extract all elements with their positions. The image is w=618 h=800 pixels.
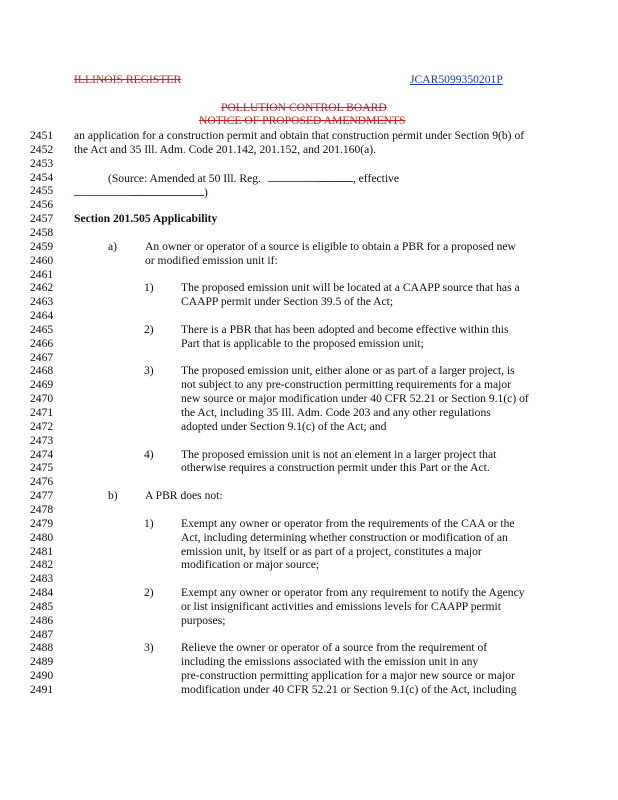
line-number: 2478 <box>30 502 54 516</box>
board-title: POLLUTION CONTROL BOARD <box>221 101 387 114</box>
source-note-close: ) <box>204 186 208 199</box>
line-number: 2482 <box>30 558 54 572</box>
line-number: 2486 <box>30 613 54 627</box>
line-text: The proposed emission unit is not an element in a larger project that <box>181 447 497 461</box>
line-number: 2488 <box>30 641 54 655</box>
line-number: 2480 <box>30 530 54 544</box>
source-date-blank-red <box>74 185 132 196</box>
line-number: 2477 <box>30 489 54 503</box>
line-number: 2485 <box>30 599 54 613</box>
line-text: otherwise requires a construction permit under this Part or the Act. <box>181 461 490 475</box>
list-marker: 4) <box>144 447 154 461</box>
line-text: Exempt any owner or operator from any requirement to notify the Agency <box>181 586 525 600</box>
line-number: 2470 <box>30 392 54 406</box>
list-marker: a) <box>108 239 118 253</box>
line-number: 2483 <box>30 572 54 586</box>
line-number: 2491 <box>30 683 54 696</box>
line-text: an application for a construction permit and obtain that construction permit under Section 9(b) of <box>74 129 525 142</box>
list-marker: 2) <box>144 322 154 336</box>
line-number: 2490 <box>30 669 54 683</box>
line-number: 2479 <box>30 516 54 530</box>
line-number: 2451 <box>30 129 54 142</box>
notice-title: NOTICE OF PROPOSED AMENDMENTS <box>199 114 406 127</box>
line-number: 2453 <box>30 156 54 170</box>
line-text: There is a PBR that has been adopted and become effective within this <box>181 322 509 336</box>
source-blank-blue <box>318 171 353 182</box>
line-number: 2456 <box>30 198 54 212</box>
line-number: 2462 <box>30 281 54 295</box>
line-number: 2465 <box>30 322 54 336</box>
line-number: 2484 <box>30 586 54 600</box>
list-marker: 2) <box>144 586 154 600</box>
section-heading: Section 201.505 Applicability <box>74 212 218 226</box>
list-marker: 1) <box>144 516 154 530</box>
line-text: including the emissions associated with the emission unit in any <box>181 655 479 669</box>
line-number: 2489 <box>30 655 54 669</box>
line-text: modification or major source; <box>181 558 320 572</box>
line-text: the Act and 35 Ill. Adm. Code 201.142, 201.152, and 201.160(a). <box>74 142 377 156</box>
line-number: 2474 <box>30 447 54 461</box>
line-number: 2476 <box>30 475 54 489</box>
list-marker: 3) <box>144 641 154 655</box>
line-number: 2475 <box>30 461 54 475</box>
line-text: adopted under Section 9.1(c) of the Act; and <box>181 419 387 433</box>
line-text: purposes; <box>181 613 226 627</box>
list-marker: b) <box>108 489 118 503</box>
line-text: The proposed emission unit, either alone or as part of a larger project, is <box>181 364 515 378</box>
line-text: The proposed emission unit will be located at a CAAPP source that has a <box>181 281 520 295</box>
line-number: 2459 <box>30 239 54 253</box>
line-text: A PBR does not: <box>145 489 223 503</box>
line-text: An owner or operator of a source is eligible to obtain a PBR for a proposed new <box>145 239 516 253</box>
line-text: or list insignificant activities and emissions levels for CAAPP permit <box>181 599 501 613</box>
line-number: 2452 <box>30 142 54 156</box>
source-note-prefix: (Source: Amended at 50 Ill. Reg. <box>108 172 261 185</box>
line-number: 2458 <box>30 225 54 239</box>
line-number: 2473 <box>30 433 54 447</box>
line-number: 2457 <box>30 212 54 226</box>
line-number: 2481 <box>30 544 54 558</box>
line-number: 2454 <box>30 170 54 184</box>
line-number: 2471 <box>30 406 54 419</box>
line-number: 2461 <box>30 267 54 281</box>
line-number: 2463 <box>30 295 54 309</box>
line-text: not subject to any pre-construction permitting requirements for a major <box>181 378 512 392</box>
line-text: Part that is applicable to the proposed emission unit; <box>181 336 424 350</box>
line-text: modification under 40 CFR 52.21 or Section 9.1(c) of the Act, including <box>181 683 517 696</box>
line-number: 2464 <box>30 309 54 323</box>
line-number: 2487 <box>30 627 54 641</box>
line-text: emission unit, by itself or as part of a project, constitutes a major <box>181 544 482 558</box>
line-text: Relieve the owner or operator of a source from the requirement of <box>181 641 488 655</box>
source-note-line-2 <box>74 185 208 198</box>
source-note-line <box>108 171 399 184</box>
line-number: 2469 <box>30 378 54 392</box>
line-number: 2472 <box>30 419 54 433</box>
line-text: CAAPP permit under Section 39.5 of the Act; <box>181 295 394 309</box>
line-text: the Act, including 35 Ill. Adm. Code 203 and any other regulations <box>181 406 491 419</box>
line-number: 2466 <box>30 336 54 350</box>
line-text: new source or major modification under 40 CFR 52.21 or Section 9.1(c) of <box>181 392 529 406</box>
list-marker: 1) <box>144 281 154 295</box>
line-number: 2467 <box>30 350 54 364</box>
source-blank-red <box>268 171 318 182</box>
line-number: 2468 <box>30 364 54 378</box>
line-text: Exempt any owner or operator from the requirements of the CAA or the <box>181 516 515 530</box>
line-text: pre-construction permitting application for a major new source or major <box>181 669 515 683</box>
line-number: 2455 <box>30 184 54 198</box>
list-marker: 3) <box>144 364 154 378</box>
line-text: Act, including determining whether construction or modification of an <box>181 530 508 544</box>
jcar-code: JCAR5099350201P <box>410 73 503 86</box>
register-title: ILLINOIS REGISTER <box>74 73 182 86</box>
line-text: or modified emission unit if: <box>145 253 278 267</box>
source-note-suffix: , effective <box>352 172 399 185</box>
source-date-blank-blue <box>132 185 204 196</box>
line-number: 2460 <box>30 253 54 267</box>
